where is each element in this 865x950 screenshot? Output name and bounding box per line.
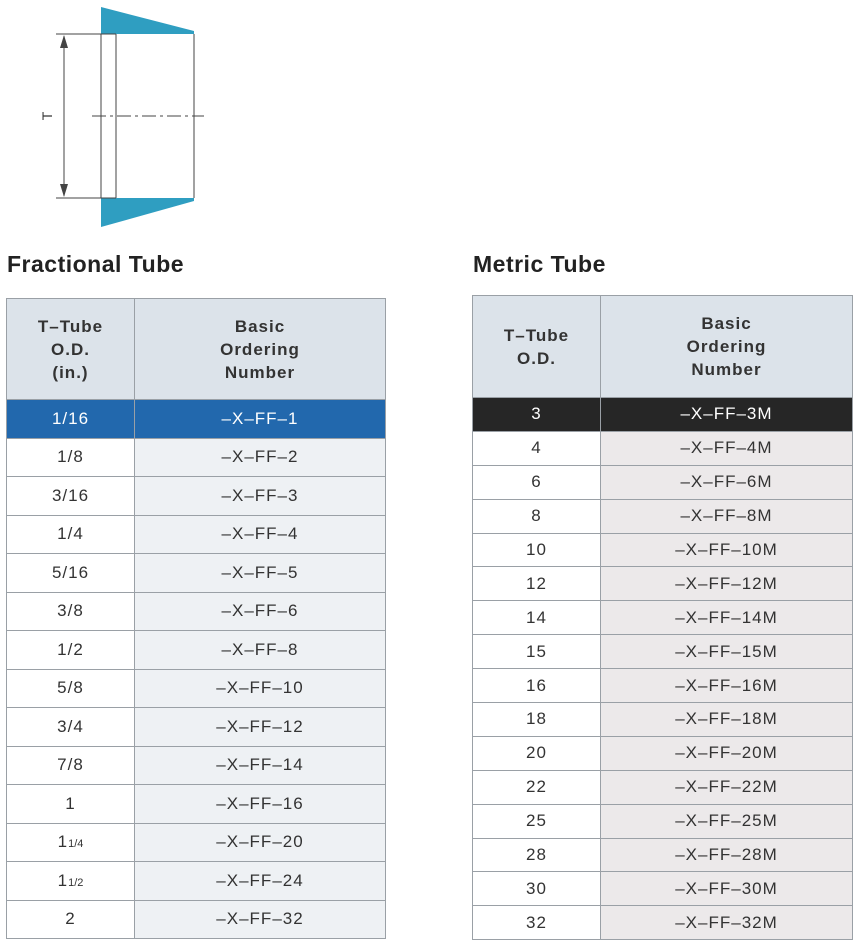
table-row [7,631,386,670]
ordering-number-cell: –X–FF–15M [601,635,853,669]
tube-od-cell: 12 [473,567,601,601]
metric-tube-title: Metric Tube [473,251,606,277]
ordering-number-cell: –X–FF–5 [135,554,386,593]
ordering-number-cell: –X–FF–32M [601,906,853,940]
tube-od-cell: 15 [473,635,601,669]
ordering-number-cell: –X–FF–8M [601,499,853,533]
tube-od-cell: 32 [473,906,601,940]
ferrule-bottom-profile [101,198,194,227]
ordering-number-cell: –X–FF–8 [135,631,386,670]
ordering-number-cell: –X–FF–10 [135,669,386,708]
od-whole: 1 [57,870,69,890]
tube-od-cell: 5/16 [7,554,135,593]
tube-od-cell [7,823,135,862]
tube-od-cell: 3 [473,398,601,432]
ordering-number-cell: –X–FF–30M [601,872,853,906]
tube-od-cell: 8 [473,499,601,533]
ordering-number-cell: –X–FF–14M [601,601,853,635]
tube-od-cell: 3/4 [7,708,135,747]
ordering-number-cell: –X–FF–16M [601,669,853,703]
table-row [7,862,386,901]
ordering-number-cell: –X–FF–20 [135,823,386,862]
dimension-arrow-top [60,35,68,48]
fractional-tube-title: Fractional Tube [7,251,185,277]
table-row [7,477,386,516]
ordering-number-cell: –X–FF–4 [135,515,386,554]
tube-od-cell: 25 [473,804,601,838]
ordering-number-cell: –X–FF–12 [135,708,386,747]
tube-od-cell: 28 [473,838,601,872]
table-row [7,900,386,939]
table-row [7,823,386,862]
table-header-row [7,299,386,400]
table-row [7,400,386,439]
tube-od-cell: 2 [7,900,135,939]
tube-od-cell: 1/4 [7,515,135,554]
ordering-number-cell: –X–FF–28M [601,838,853,872]
dimension-arrow-bottom [60,184,68,197]
ordering-number-cell: –X–FF–6 [135,592,386,631]
ordering-number-cell: –X–FF–14 [135,746,386,785]
tube-od-cell: 6 [473,465,601,499]
ordering-number-cell: –X–FF–1 [135,400,386,439]
table-row [473,906,853,940]
header-ordering-number: Basic Ordering Number [135,299,386,400]
table-row [7,669,386,708]
tube-od-cell: 3/8 [7,592,135,631]
table-header-row [473,296,853,398]
metric-tube-table [472,295,853,940]
table-row [473,567,853,601]
ferrule-diagram [0,0,230,235]
ordering-number-cell: –X–FF–24 [135,862,386,901]
table-row [7,708,386,747]
ordering-number-cell: –X–FF–18M [601,703,853,737]
tube-od-cell: 16 [473,669,601,703]
tube-od-cell: 10 [473,533,601,567]
table-row [473,635,853,669]
ordering-number-cell: –X–FF–20M [601,736,853,770]
tube-od-cell: 22 [473,770,601,804]
header-tube-od: T–Tube O.D. (in.) [7,299,135,400]
dimension-label: T [39,111,55,121]
table-row [7,592,386,631]
tube-od-cell: 14 [473,601,601,635]
ferrule-top-profile [101,7,194,34]
ordering-number-cell: –X–FF–25M [601,804,853,838]
table-row [473,465,853,499]
table-row [473,669,853,703]
ordering-number-cell: –X–FF–12M [601,567,853,601]
tube-od-cell: 3/16 [7,477,135,516]
tube-od-cell: 18 [473,703,601,737]
table-row [473,533,853,567]
tube-od-cell: 4 [473,431,601,465]
tube-od-cell: 20 [473,736,601,770]
table-row [7,554,386,593]
ordering-number-cell: –X–FF–32 [135,900,386,939]
tube-od-cell: 1/8 [7,438,135,477]
tube-od-cell: 1 [7,785,135,824]
table-row [473,703,853,737]
ordering-number-cell: –X–FF–16 [135,785,386,824]
ordering-number-cell: –X–FF–6M [601,465,853,499]
od-whole: 1 [57,832,69,852]
table-row [7,438,386,477]
ordering-number-cell: –X–FF–3 [135,477,386,516]
table-row [473,499,853,533]
tube-od-cell: 5/8 [7,669,135,708]
table-row [473,398,853,432]
header-tube-od: T–Tube O.D. [473,296,601,398]
table-row [473,872,853,906]
header-ordering-number: Basic Ordering Number [601,296,853,398]
table-row [473,770,853,804]
ordering-number-cell: –X–FF–2 [135,438,386,477]
tube-od-cell: 7/8 [7,746,135,785]
table-row [473,431,853,465]
table-row [7,515,386,554]
tube-od-cell [7,862,135,901]
tube-od-cell: 30 [473,872,601,906]
fractional-tube-table [6,298,386,939]
table-row [473,804,853,838]
table-row [7,746,386,785]
ordering-number-cell: –X–FF–22M [601,770,853,804]
tube-od-cell: 1/16 [7,400,135,439]
ordering-number-cell: –X–FF–10M [601,533,853,567]
tube-od-cell: 1/2 [7,631,135,670]
od-fraction: 1/2 [68,876,84,889]
ordering-number-cell: –X–FF–3M [601,398,853,432]
table-row [473,736,853,770]
od-fraction: 1/4 [68,838,84,851]
table-row [473,601,853,635]
table-row [473,838,853,872]
ordering-number-cell: –X–FF–4M [601,431,853,465]
table-row [7,785,386,824]
